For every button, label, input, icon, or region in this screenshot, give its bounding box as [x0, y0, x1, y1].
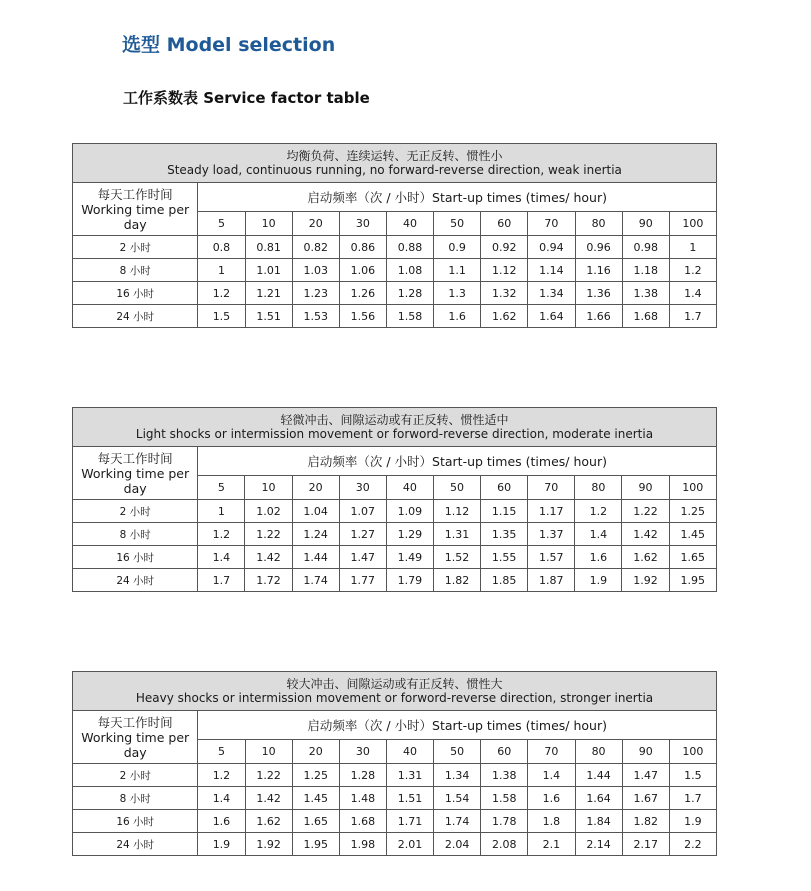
factor-cell: 1.92 [622, 569, 669, 592]
frequency-cell: 90 [622, 740, 669, 764]
frequency-cell: 10 [245, 740, 292, 764]
working-time-label: Working time per [81, 465, 190, 481]
factor-cell: 1.3 [434, 282, 481, 305]
caption-en: Light shocks or intermission movement or forword-reverse direction, moderate inertia [135, 427, 654, 441]
factor-cell: 1.26 [339, 282, 386, 305]
frequency-cell: 50 [433, 476, 480, 500]
factor-cell: 1.42 [245, 546, 292, 569]
factor-cell: 1.51 [386, 787, 433, 810]
factor-cell: 1.15 [481, 500, 528, 523]
factor-cell: 1.52 [433, 546, 480, 569]
working-time-label: day [123, 744, 147, 760]
factor-cell: 2.2 [669, 833, 716, 856]
factor-cell: 0.92 [481, 236, 528, 259]
factor-cell: 2.1 [528, 833, 575, 856]
table-row [73, 305, 717, 328]
factor-cell: 1.42 [245, 787, 292, 810]
factor-cell: 1.22 [245, 764, 292, 787]
factor-cell: 1.06 [339, 259, 386, 282]
working-time-label: 每天工作时间 [97, 714, 173, 730]
frequency-cell: 70 [528, 476, 575, 500]
factor-cell: 1.24 [292, 523, 339, 546]
factor-cell: 2.17 [622, 833, 669, 856]
factor-cell: 1.16 [575, 259, 622, 282]
factor-cell: 1.08 [386, 259, 433, 282]
factor-cell: 1.68 [622, 305, 669, 328]
frequency-cell: 90 [622, 212, 669, 236]
hours-cell: 2 小时 [73, 764, 198, 787]
hours-cell: 2 小时 [73, 500, 198, 523]
factor-cell: 1.22 [622, 500, 669, 523]
factor-cell: 1.4 [669, 282, 716, 305]
factor-cell: 1.98 [339, 833, 386, 856]
factor-cell: 1.01 [245, 259, 292, 282]
factor-cell: 1.1 [434, 259, 481, 282]
factor-cell: 1.4 [528, 764, 575, 787]
frequency-cell: 10 [245, 212, 292, 236]
factor-cell: 1.42 [622, 523, 669, 546]
factor-cell: 0.8 [198, 236, 245, 259]
page-title: 选型 Model selection [122, 34, 336, 56]
factor-cell: 1.28 [339, 764, 386, 787]
factor-cell: 1.58 [481, 787, 528, 810]
factor-cell: 0.88 [386, 236, 433, 259]
frequency-cell: 40 [386, 740, 433, 764]
factor-cell: 0.82 [292, 236, 339, 259]
frequency-cell: 50 [434, 740, 481, 764]
hours-cell: 8 小时 [73, 523, 198, 546]
factor-cell: 1.34 [528, 282, 575, 305]
factor-cell: 1.31 [386, 764, 433, 787]
frequency-cell: 40 [386, 476, 433, 500]
factor-cell: 1.85 [481, 569, 528, 592]
factor-cell: 1 [198, 500, 245, 523]
frequency-cell: 90 [622, 476, 669, 500]
factor-cell: 1.2 [575, 500, 622, 523]
working-time-header [73, 711, 198, 764]
hours-cell: 24 小时 [73, 569, 198, 592]
factor-cell: 1.87 [528, 569, 575, 592]
frequency-cell: 5 [198, 740, 245, 764]
table-row [73, 523, 717, 546]
factor-cell: 1.44 [575, 764, 622, 787]
hours-cell: 16 小时 [73, 810, 198, 833]
hours-cell: 16 小时 [73, 282, 198, 305]
caption-cn: 轻微冲击、间隙运动或有正反转、惯性适中 [280, 413, 509, 427]
factor-cell: 1.14 [528, 259, 575, 282]
factor-cell: 1.23 [292, 282, 339, 305]
factor-cell: 1.6 [434, 305, 481, 328]
factor-cell: 1.55 [481, 546, 528, 569]
factor-cell: 1.62 [481, 305, 528, 328]
factor-cell: 1.27 [339, 523, 386, 546]
table-caption [73, 672, 717, 711]
factor-cell: 1.72 [245, 569, 292, 592]
frequency-cell: 40 [386, 212, 433, 236]
factor-cell: 1.53 [292, 305, 339, 328]
factor-cell: 1.74 [434, 810, 481, 833]
table-row [73, 569, 717, 592]
factor-cell: 0.96 [575, 236, 622, 259]
factor-cell: 1.25 [669, 500, 716, 523]
factor-cell: 1.47 [339, 546, 386, 569]
table-caption [73, 144, 717, 183]
factor-cell: 1.38 [622, 282, 669, 305]
frequency-cell: 30 [339, 212, 386, 236]
factor-cell: 1.6 [575, 546, 622, 569]
table-row [73, 764, 717, 787]
factor-cell: 2.08 [481, 833, 528, 856]
factor-cell: 1.12 [433, 500, 480, 523]
table-caption-row [73, 672, 717, 711]
table-row [73, 236, 717, 259]
factor-cell: 2.04 [434, 833, 481, 856]
factor-cell: 1.03 [292, 259, 339, 282]
factor-cell: 1.21 [245, 282, 292, 305]
factor-cell: 1.92 [245, 833, 292, 856]
factor-cell: 1.17 [528, 500, 575, 523]
hours-cell: 16 小时 [73, 546, 198, 569]
table-row [73, 833, 717, 856]
service-factor-table-steady-load [72, 143, 717, 328]
frequency-cell: 20 [292, 212, 339, 236]
startup-frequency-header: 启动频率（次 / 小时）Start-up times (times/ hour) [198, 183, 717, 212]
caption-en: Heavy shocks or intermission movement or forword-reverse direction, stronger inertia [135, 691, 654, 705]
factor-cell: 0.94 [528, 236, 575, 259]
frequency-cell: 100 [669, 476, 716, 500]
factor-cell: 1.9 [669, 810, 716, 833]
table-row [73, 546, 717, 569]
frequency-cell: 60 [481, 476, 528, 500]
factor-cell: 0.9 [434, 236, 481, 259]
factor-cell: 1.32 [481, 282, 528, 305]
factor-cell: 1.18 [622, 259, 669, 282]
factor-cell: 1.66 [575, 305, 622, 328]
frequency-cell: 20 [292, 476, 339, 500]
factor-cell: 1.71 [386, 810, 433, 833]
factor-cell: 1.47 [622, 764, 669, 787]
caption-cn: 较大冲击、间隙运动或有正反转、惯性大 [286, 677, 503, 691]
frequency-cell: 100 [669, 212, 716, 236]
factor-cell: 1.48 [339, 787, 386, 810]
frequency-cell: 30 [339, 476, 386, 500]
factor-cell: 1 [198, 259, 245, 282]
factor-cell: 1.07 [339, 500, 386, 523]
working-time-label: Working time per [81, 729, 190, 745]
factor-cell: 1.95 [292, 833, 339, 856]
factor-cell: 1.58 [386, 305, 433, 328]
service-factor-table-light-shocks [72, 407, 717, 592]
factor-cell: 2.01 [386, 833, 433, 856]
startup-frequency-header: 启动频率（次 / 小时）Start-up times (times/ hour) [198, 711, 717, 740]
factor-cell: 1.12 [481, 259, 528, 282]
factor-cell: 1.4 [575, 523, 622, 546]
factor-cell: 1.6 [528, 787, 575, 810]
factor-cell: 1.82 [433, 569, 480, 592]
factor-cell: 1.95 [669, 569, 716, 592]
table-caption-row [73, 408, 717, 447]
table-row [73, 282, 717, 305]
factor-cell: 1.9 [198, 833, 245, 856]
frequency-cell: 10 [245, 476, 292, 500]
factor-cell: 1.8 [528, 810, 575, 833]
frequency-cell: 20 [292, 740, 339, 764]
factor-cell: 1.45 [669, 523, 716, 546]
working-time-header [73, 183, 198, 236]
factor-cell: 1.44 [292, 546, 339, 569]
factor-cell: 1.4 [198, 546, 245, 569]
caption-en: Steady load, continuous running, no forward-reverse direction, weak inertia [167, 163, 622, 177]
factor-cell: 1 [669, 236, 716, 259]
factor-cell: 1.77 [339, 569, 386, 592]
service-factor-table-heavy-shocks [72, 671, 717, 856]
factor-cell: 1.84 [575, 810, 622, 833]
frequency-cell: 30 [339, 740, 386, 764]
frequency-cell: 80 [575, 740, 622, 764]
factor-cell: 2.14 [575, 833, 622, 856]
factor-cell: 0.98 [622, 236, 669, 259]
factor-cell: 1.37 [528, 523, 575, 546]
header-row [73, 183, 717, 212]
factor-cell: 1.2 [198, 764, 245, 787]
frequency-cell: 70 [528, 212, 575, 236]
working-time-label: Working time per [81, 201, 190, 217]
table-row [73, 787, 717, 810]
working-time-label: day [123, 216, 147, 232]
hours-cell: 8 小时 [73, 787, 198, 810]
factor-cell: 1.64 [575, 787, 622, 810]
frequency-cell: 80 [575, 212, 622, 236]
factor-cell: 1.78 [481, 810, 528, 833]
factor-cell: 1.2 [198, 282, 245, 305]
factor-cell: 1.67 [622, 787, 669, 810]
section-title: 工作系数表 Service factor table [123, 89, 370, 107]
factor-cell: 1.02 [245, 500, 292, 523]
factor-cell: 1.22 [245, 523, 292, 546]
table-row [73, 500, 717, 523]
working-time-label: 每天工作时间 [97, 450, 173, 466]
factor-cell: 1.2 [198, 523, 245, 546]
table-row [73, 259, 717, 282]
frequency-cell: 5 [198, 476, 245, 500]
hours-cell: 2 小时 [73, 236, 198, 259]
factor-cell: 1.82 [622, 810, 669, 833]
factor-cell: 1.7 [198, 569, 245, 592]
factor-cell: 1.62 [245, 810, 292, 833]
factor-cell: 1.64 [528, 305, 575, 328]
factor-cell: 1.7 [669, 305, 716, 328]
hours-cell: 24 小时 [73, 305, 198, 328]
factor-cell: 1.56 [339, 305, 386, 328]
factor-cell: 1.65 [292, 810, 339, 833]
factor-cell: 0.81 [245, 236, 292, 259]
frequency-cell: 50 [434, 212, 481, 236]
factor-cell: 0.86 [339, 236, 386, 259]
working-time-header [73, 447, 198, 500]
factor-cell: 1.6 [198, 810, 245, 833]
factor-cell: 1.09 [386, 500, 433, 523]
factor-cell: 1.2 [669, 259, 716, 282]
factor-cell: 1.45 [292, 787, 339, 810]
frequency-cell: 70 [528, 740, 575, 764]
table-row [73, 810, 717, 833]
frequency-cell: 100 [669, 740, 716, 764]
factor-cell: 1.04 [292, 500, 339, 523]
factor-cell: 1.7 [669, 787, 716, 810]
header-row [73, 447, 717, 476]
hours-cell: 8 小时 [73, 259, 198, 282]
factor-cell: 1.38 [481, 764, 528, 787]
factor-cell: 1.57 [528, 546, 575, 569]
header-row [73, 711, 717, 740]
factor-cell: 1.74 [292, 569, 339, 592]
factor-cell: 1.65 [669, 546, 716, 569]
factor-cell: 1.62 [622, 546, 669, 569]
factor-cell: 1.4 [198, 787, 245, 810]
frequency-cell: 5 [198, 212, 245, 236]
frequency-cell: 80 [575, 476, 622, 500]
frequency-cell: 60 [481, 212, 528, 236]
factor-cell: 1.79 [386, 569, 433, 592]
working-time-label: day [123, 480, 147, 496]
frequency-cell: 60 [481, 740, 528, 764]
factor-cell: 1.34 [434, 764, 481, 787]
factor-cell: 1.36 [575, 282, 622, 305]
working-time-label: 每天工作时间 [97, 186, 173, 202]
factor-cell: 1.35 [481, 523, 528, 546]
factor-cell: 1.68 [339, 810, 386, 833]
factor-cell: 1.29 [386, 523, 433, 546]
factor-cell: 1.5 [669, 764, 716, 787]
caption-cn: 均衡负荷、连续运转、无正反转、惯性小 [286, 149, 503, 163]
startup-frequency-header: 启动频率（次 / 小时）Start-up times (times/ hour) [198, 447, 717, 476]
factor-cell: 1.9 [575, 569, 622, 592]
factor-cell: 1.31 [433, 523, 480, 546]
factor-cell: 1.54 [434, 787, 481, 810]
factor-cell: 1.49 [386, 546, 433, 569]
factor-cell: 1.25 [292, 764, 339, 787]
hours-cell: 24 小时 [73, 833, 198, 856]
table-caption [73, 408, 717, 447]
factor-cell: 1.51 [245, 305, 292, 328]
table-caption-row [73, 144, 717, 183]
factor-cell: 1.28 [386, 282, 433, 305]
factor-cell: 1.5 [198, 305, 245, 328]
